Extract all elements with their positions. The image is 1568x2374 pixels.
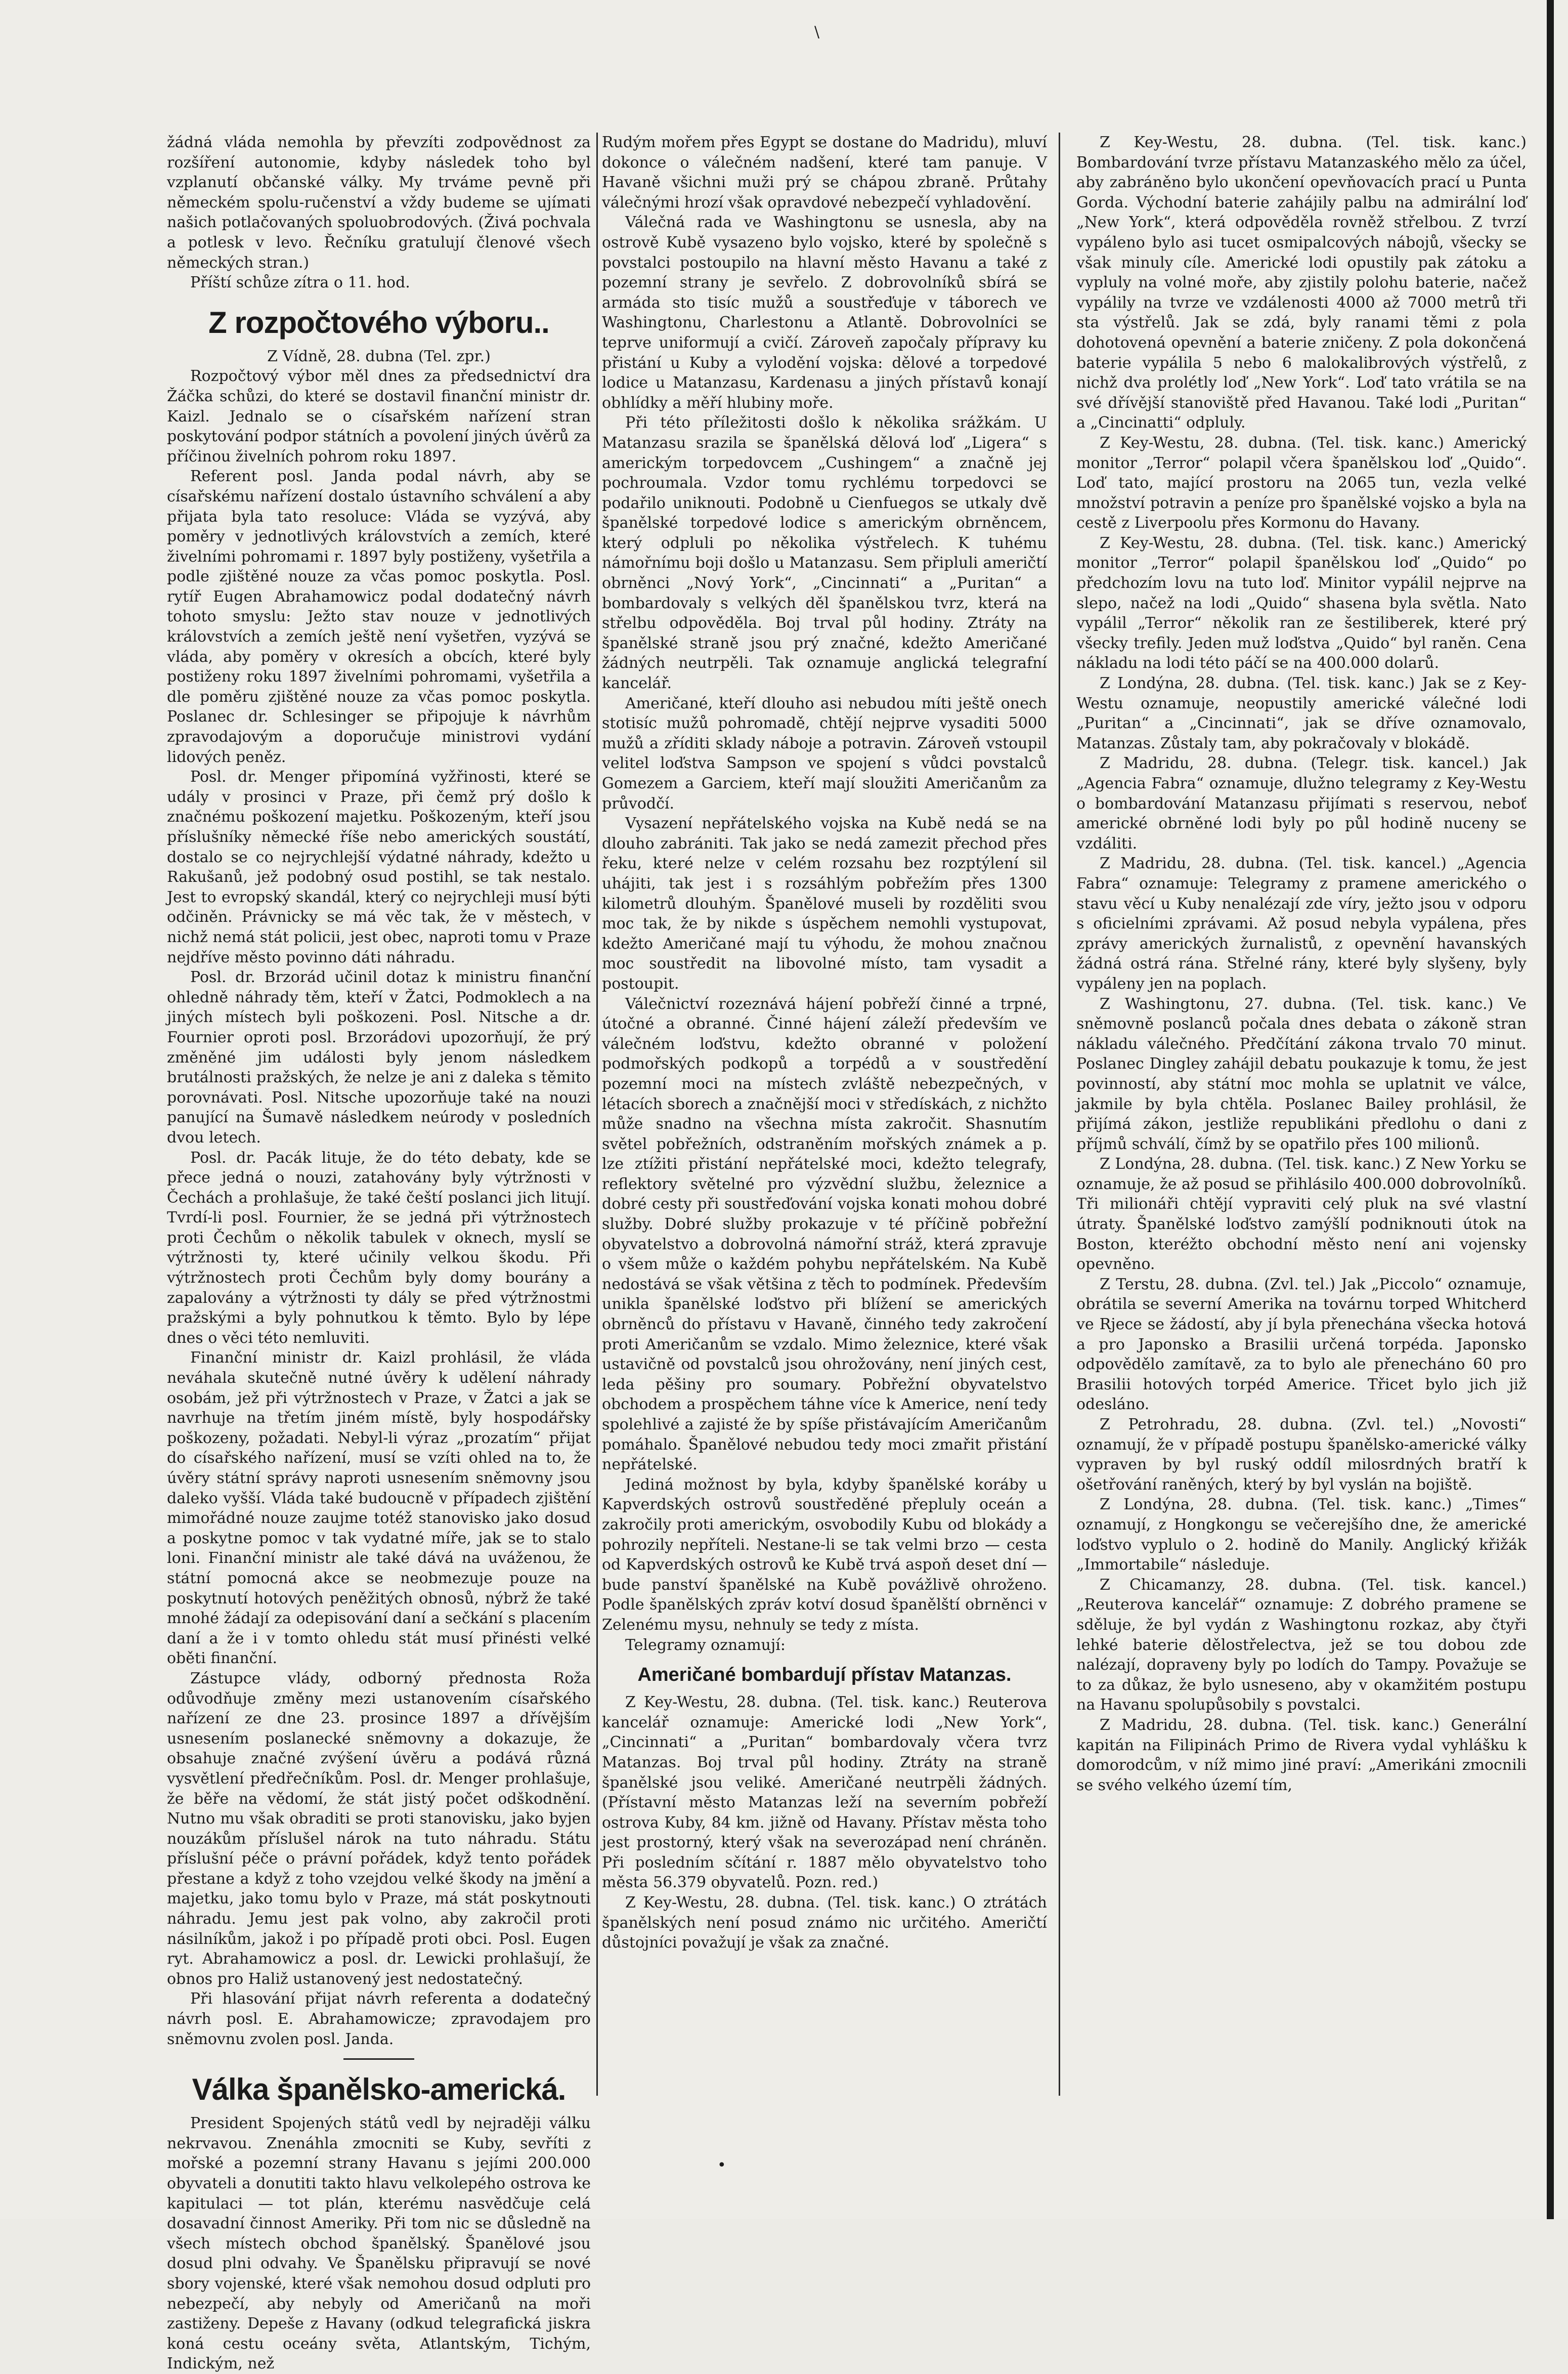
paragraph: Posl. dr. Menger připomíná vyžřinosti, které se udály v prosinci v Praze, při čemž prý došlo k značnému poškození majetku. Poškozeným, kteří jsou příslušníky německé říše nebo amerických soustátí, dostalo se co nejrychlejší výdatné náhrady, kdežto u Rakušanů, jež podobný osud postihl, se tak nestalo. Jest to evropský skandál, který co nejrychleji musí býti odčiněn. Právnicky se má věc tak, že v městech, v nichž nemá stát policii, jest obec, naproti tomu v Praze nejdříve město povinno dáti náhradu. — [167, 768, 591, 966]
article-subheading: Američané bombardují přístav Matanzas. — [637, 1664, 1012, 1686]
paragraph: Válečná rada ve Washingtonu se usnesla, aby na ostrově Kubě vysazeno bylo vojsko, které by společně s povstalci postoupilo na hlavní město Havanu a také z pozemní strany je sevřelo. Z dobrovolníků sbírá se armáda sto tisíc mužů a soustřeďuje v táborech ve Washingtonu, Charlestonu a Atlantě. Dobrovolníci se teprve uniformují a cvičí. Zároveň započaly přípravy ku přistání u Kuby a vylodění vojska: dělové a torpedové lodice u Matanzasu, Kardenasu a jiných přístavů konají obhlídky a měří hlubiny moře. — [602, 214, 1047, 412]
paragraph: Rudým mořem přes Egypt se dostane do Madridu), mluví dokonce o válečném nadšení, které tam panuje. V Havaně všichni muži prý se chápou zbraně. Průtahy válečnými hrozí však opravdové nebezpečí vyhladovění. — [602, 134, 1047, 211]
paragraph: Z Terstu, 28. dubna. (Zvl. tel.) Jak „Piccolo“ oznamuje, obrátila se severní Amerika na továrnu torped Whitcherd ve Rjece se žádostí, aby jí byla přenechána všecka hotová a pro Japonsko a Brasilii určená torpéda. Japonsko odpovědělo zamítavě, za to bylo ale přenecháno 60 pro Brasilii hotových torpéd Americe. Třicet bylo jich již odesláno. — [1076, 1275, 1527, 1414]
separator-rule — [343, 2058, 414, 2060]
column-divider — [596, 133, 598, 2096]
paragraph: Z Madridu, 28. dubna. (Telegr. tisk. kancel.) Jak „Agencia Fabra“ oznamuje, dlužno telegramy z Key-Westu o bombardování Matanzasu přijímati s reservou, neboť americké obrněné lodi byly po půl hodině nuceny se vzdáliti. — [1076, 754, 1527, 853]
paragraph: Z Key-Westu, 28. dubna. (Tel. tisk. kanc.) Reuterova kancelář oznamuje: Americké lodi „New York“, „Cincinnati“ a „Puritan“ bombardovaly včera tvrz Matanzas. Boj trval půl hodiny. Ztráty na straně španělské jsou veliké. Američané neutrpěli žádných. (Přístavní město Matanzas leží na severním pobřeží ostrova Kuby, 84 km. jižně od Havany. Přístav města toho jest prostorný, který však na severozápad není chráněn. Při posledním sčítání r. 1887 mělo obyvatelstvo toho města 56.379 obyvatelů. Pozn. red.) — [602, 1693, 1047, 1892]
paragraph: Z Madridu, 28. dubna. (Tel. tisk. kanc.) Generální kapitán na Filipinách Primo de Rivera vydal vyhlášku k domorodcům, v níž mimo jiné praví: „Amerikáni zmocnili se svého velkého území tím, — [1076, 1716, 1527, 1794]
column-1 — [167, 133, 591, 2373]
paragraph: Z Washingtonu, 27. dubna. (Tel. tisk. kanc.) Ve sněmovně poslanců počala dnes debata o zákoně stran nákladu válečného. Předčítání zákona trvalo 70 minut. Poslanec Dingley zahájil debatu poukazuje k tomu, že jest povinností, aby státní moc mohla se uplatnit ve válce, jakmile by byla chtěla. Poslanec Bailey prohlásil, že přijímá zákon, jestliže republikáni předlohu o dani z příjmů schválí, čímž by se opatřilo přes 100 milionů. — [1076, 995, 1527, 1153]
paragraph: Telegramy oznamují: — [625, 1636, 786, 1654]
paragraph: Z Londýna, 28. dubna. (Tel. tisk. kanc.) Z New Yorku se oznamuje, že až posud se přihlásilo 400.000 dobrovolníků. Tři milionáři chtějí vypraviti celý pluk na své vlastní útraty. Španělské loďstvo zamýšlí podniknouti útok na Boston, kteréžto obchodní město není ani vojensky opevněno. — [1076, 1155, 1527, 1274]
paragraph: Z Key-Westu, 28. dubna. (Tel. tisk. kanc.) O ztrátách španělských není posud známo nic určitého. Američtí důstojníci považují je však za značné. — [602, 1894, 1047, 1952]
article-heading: Z rozpočtového výboru.. — [208, 305, 549, 340]
paragraph: Referent posl. Janda podal návrh, aby se císařskému nařízení dostalo ústavního schválení a aby přijata byla tato resoluce: Vláda se vyzývá, aby poměry v jednotlivých královstvích a zemích, které živelními pohromami r. 1897 byly postiženy, vyšetřila a podle zjištěné nouze za včas pomoc poskytla. Posl. rytíř Eugen Abrahamowicz podal dodatečný návrh tohoto smyslu: Ježto stav nouze v jednotlivých královstvích a zemích ještě není vyšetřen, vyzývá se vláda, aby poměry v okresích a obcích, které byly postiženy roku 1897 živelními pohromami, vyšetřila a dle poměru zjištěné nouze za včas pomoc poskytla. Poslanec dr. Schlesinger se připojuje k návrhům zpravodajovým a doporučuje ministrovi vydání lidových peněz. — [167, 468, 591, 766]
paragraph: Při této příležitosti došlo k několika srážkám. U Matanzasu srazila se španělská dělová loď „Ligera“ s americkým torpedovcem „Cushingem“ a značně jej pochroumala. Vzdor tomu rychlému torpedovci se podařilo uniknouti. Podobně u Cienfuegos se utkaly dvě španělské torpedové lodice s americkým obrněncem, který odpluli po několika výstřelech. K tuhému námořnímu boji došlo u Matanzasu. Sem připluli američtí obrněnci „Nový York“, „Cincinnati“ a „Puritan“ a bombardovaly s velkých děl španělskou tvrz, která na střelbu odpověděla. Boj trval půl hodiny. Ztráty na španělské straně jsou prý značné, kdežto Američané žádných neutrpěli. Tak oznamuje anglická telegrafní kancelář. — [602, 414, 1047, 693]
paragraph: Rozpočtový výbor měl dnes za předsednictví dra Žáčka schůzi, do které se dostavil finanční ministr dr. Kaizl. Jednalo se o císařském nařízení stran poskytování podpor státních a povolení jiných úvěrů za příčinou živelních pohrom roku 1897. — [167, 367, 591, 465]
paragraph: Příští schůze zítra o 11. hod. — [190, 274, 410, 292]
column-3 — [1076, 133, 1527, 2207]
paragraph: Posl. dr. Pacák lituje, že do této debaty, kde se přece jedná o nouzi, zatahovány byly výtržnosti v Čechách a prohlašuje, že také čeští poslanci jich litují. Tvrdí-li posl. Fournier, že se jedná při výtržnostech proti Čechům o několik tabulek v oknech, myslí se výtržnosti ty, které učinily velkou škodu. Při výtržnostech proti Čechům byly domy bourány a zapalovány a výtržnosti ty dály se před výtržnostmi pražskými a byly pohnutkou k těmto. Bylo by lépe dnes o věci této nemluviti. — [167, 1149, 591, 1347]
paragraph: Jediná možnost by byla, kdyby španělské koráby u Kapverdských ostrovů soustředěné přepluly oceán a zakročily proti americkým, osvobodily Kubu od blokády a pohrozily nepříteli. Nestane-li se tak velmi brzo — cesta od Kapverdských ostrovů ke Kubě trvá aspoň deset dní — bude panství španělské na Kubě povážlivě ohroženo. Podle španělských zpráv kotví dosud španělští obrněnci v Zelenému mysu, nehnuly se tedy z místa. — [602, 1475, 1047, 1634]
article-heading: Válka španělsko-americká. — [192, 2072, 566, 2107]
paragraph: Z Key-Westu, 28. dubna. (Tel. tisk. kanc.) Americký monitor „Terror“ polapil včera španělskou loď „Quido“. Loď tato, mající prostoru na 2065 tun, vezla velké množství potravin a peníze pro španělské vojsko a byla na cestě z Liverpoolu přes Kormonu do Havany. — [1076, 434, 1527, 532]
paragraph: Z Chicamanzy, 28. dubna. (Tel. tisk. kancel.) „Reuterova kancelář“ oznamuje: Z dobrého pramene se sděluje, že byl vydán z Washingtonu rozkaz, aby čtyři lehké baterie dělostřelectva, jež se tou dobou zde nalézají, dopraveny byly po lodích do Tampy. Považuje se to za důkaz, že bylo usneseno, aby v okamžitém postupu na Havanu spolupůsobily s povstalci. — [1076, 1576, 1527, 1714]
paragraph: Válečnictví rozeznává hájení pobřeží činné a trpné, útočné a obranné. Činné hájení záleží především ve válečném loďstvu, kdežto obranné v položení podmořských podkopů a torpédů a v soustředění pozemní moci na místech zvláště nebezpečných, v létacích sborech a značnější moci v středískách, z nichžto může snadno na všechna místa zakročit. Shasnutím světel pobřežních, odstraněním mořských známek a p. lze ztížiti přistání nepřátelské moci, kdežto telegrafy, reflektory světelné pro výzvědní službu, železnice a dobré cesty při soustřeďování vojska konati mohou dobré služby. Dobré služby prokazuje v té příčině pobřežní obyvatelstvo a dobrovolná námořní stráž, která zpravuje o všem může o každém pohybu nepřátelském. Na Kubě nedostává se však většina z těch to podmínek. Především unikla španělské loďstvo při blížení se amerických obrněnců do přístavu v Havaně, činného tedy zakročení proti Američanům se vzdalo. Mimo železnice, které však ustavičně od povstalců jsou ohrožovány, není jiných cest, leda pěšiny pro soumary. Pobřežní obyvatelstvo obchodem a prospěchem táhne více k Americe, není tedy spolehlivé a zajisté že by spíše přistávajícím Američanům pomáhalo. Španělové nebudou tedy moci zmařit přistání nepřátelské. — [602, 995, 1047, 1474]
paragraph: Z Londýna, 28. dubna. (Tel. tisk. kanc.) „Times“ oznamují, z Hongkongu se večerejšího dne, že americké loďstvo vyplulo o 2. hodině do Manily. Anglický křižák „Immortabile“ následuje. — [1076, 1496, 1527, 1574]
paragraph: Zástupce vlády, odborný přednosta Roža odůvodňuje změny mezi ustanovením císařského nařízení ze dne 23. prosince 1897 a dřívějším usnesením poslanecké sněmovny a dokazuje, že obsahuje značné zvýšení úvěru a podává různá vysvětlení předřečníkům. Posl. dr. Menger prohlašuje, že běře na vědomí, že stát jistý počet odškodnění. Nutno mu však obraditi se proti stanovisku, jako byjen nouzákům příslušel nárok na tuto náhradu. Státu příslušní péče o právní pořádek, když tento pořádek přestane a když z toho vzejdou velké škody na jmění a majetku, jako tomu bylo v Praze, má stát poskytnouti náhradu. Jemu jest pak volno, aby zakročil proti násilníkům, jakož i po případě proti obci. Posl. Eugen ryt. Abrahamowicz a posl. dr. Lewicki prohlašují, že obnos pro Haliž ustanovený jest nedostatečný. — [167, 1669, 591, 1988]
page-mark: \ — [814, 23, 820, 41]
paragraph: Finanční ministr dr. Kaizl prohlásil, že vláda neváhala skutečně nutné úvěry k udělení náhrady osobám, jež při výtržnostech v Praze, v Žatci a jak se navrhuje na třetím jiném místě, byly hospodářsky poškozeny, požadati. Nebyl-li výraz „prozatím“ přijat do císařského nařízení, musí se vzíti ohled na to, že úvěry státní správy naproti usnesením sněmovny jsou daleko vyšší. Vláda také budoucně v případech zjištění mimořádné nouze zaujme totéž stanovisko jako dosud a poskytne pomoc v tak vydatné míře, jak se to stalo loni. Finanční ministr ale také dává na uváženou, že státní pomocná akce se neobmezuje pouze na poskytnutí hotových peněžitých obnosů, nýbrž že také mnohé žádají za odepisování daní a sečkání s placením daní a že i v tomto ohledu stát musí přinésti velké oběti finanční. — [167, 1349, 591, 1668]
paragraph: Posl. dr. Brzorád učinil dotaz k ministru finanční ohledně náhrady těm, kteří v Žatci, Podmoklech a na jiných místech byli poškozeni. Posl. Nitsche a dr. Fournier oproti posl. Brzorádovi upozorňují, že prý změněné jim události byly jenom následkem brutálnosti pražských, že nelze je ani z daleka s těmito porovnávati. Posl. Nitsche upozorňuje také na nouzi panující na Šumavě následkem neúrody v posledních dvou letech. — [167, 968, 591, 1147]
paragraph: Z Londýna, 28. dubna. (Tel. tisk. kanc.) Jak se z Key-Westu oznamuje, neopustily americké válečné lodi „Puritan“ a „Cincinnati“, jak se dříve oznamovalo, Matanzas. Zůstaly tam, aby pokračovaly v blokádě. — [1076, 674, 1527, 752]
print-mark: • — [717, 2156, 726, 2174]
dateline: Z Vídně, 28. dubna (Tel. zpr.) — [267, 347, 491, 365]
paragraph: Z Key-Westu, 28. dubna. (Tel. tisk. kanc.) Americký monitor „Terror“ polapil španělskou loď „Quido“ po předchozím lovu na tuto loď. Minitor vypálil nejprve na slepo, načež na lodi „Quido“ shasena byla světla. Nato vypálil „Terror“ několik ran ze šestiliberek, které prý všecky trefily. Jeden muž loďstva „Quido“ byl raněn. Cena nákladu na lodi této páčí se na 400.000 dolarů. — [1076, 534, 1527, 672]
paragraph: Američané, kteří dlouho asi nebudou míti ještě onech stotisíc mužů pohromadě, chtějí nejprve vysaditi 5000 mužů a zříditi sklady náboje a potravin. Zároveň vstoupil velitel loďstva Sampson ve spojení s vůdci povstalců Gomezem a Garciem, kteří mají sloužiti Američanům za průvodčí. — [602, 694, 1047, 813]
paragraph: Z Madridu, 28. dubna. (Tel. tisk. kancel.) „Agencia Fabra“ oznamuje: Telegramy z pramene amerického o stavu věcí u Kuby nenalézají zde víry, ježto jsou v odporu s oficielními zprávami. Až posud nebyla vypálena, přes zprávy amerických žurnalistů, z opevnění havanských žádná ostrá rána. Střelné rány, které byly slyšeny, byly vypáleny jen na poplach. — [1076, 855, 1527, 993]
paragraph: Z Petrohradu, 28. dubna. (Zvl. tel.) „Novosti“ oznamují, že v případě postupu španělsko-americké války vypraven by byl ruský oddíl milosrdných bratří k ošetřování raněných, který by byl vyslán na bojiště. — [1076, 1416, 1527, 1494]
paragraph: žádná vláda nemohla by převzíti zodpovědnost za rozšíření autonomie, kdyby následek toho byl vzplanutí občanské války. My trváme pevně při německém spolu-ručenství a vždy budeme se ujímati našich potlačovaných spoluobrodových. (Živá pochvala a potlesk v levo. Řečníku gratulují členové všech německých stran.) — [167, 134, 591, 272]
paragraph: President Spojených států vedl by nejraději válku nekrvavou. Znenáhla zmocniti se Kuby, sevříti z mořské a pozemní strany Havanu s jejími 200.000 obyvateli a donutiti takto hlavu velkolepého ostrova ke kapitulaci — tot plán, kterému nasvědčuje celá dosavadní činnost Ameriky. Při tom nic se důsledně na všech místech obchod španělský. Španělové jsou dosud plni odvahy. Ve Španělsku připravují se nové sbory vojenské, které však nemohou dosud odpluti pro nebezpečí, aby nebyly od Američanů na moři zastiženy. Depeše z Havany (odkud telegrafická jiskra koná cestu oceány světa, Atlantským, Tichým, Indickým, než — [167, 2114, 591, 2373]
page-edge-bar — [1547, 0, 1554, 2219]
column-divider — [1059, 133, 1060, 2096]
paragraph: Při hlasování přijat návrh referenta a dodatečný návrh posl. E. Abrahamowicze; zpravodajem pro sněmovnu zvolen posl. Janda. — [167, 1990, 591, 2048]
column-2 — [602, 133, 1047, 2207]
paragraph: Z Key-Westu, 28. dubna. (Tel. tisk. kanc.) Bombardování tvrze přístavu Matanzaského mělo za účel, aby zabráněno bylo ukončení opevňovacích prací u Punta Gorda. Východní baterie zahájily palbu na admirální loď „New York“, která odpověděla rovněž střelbou. Z tvrzí vypáleno bylo asi tucet osmipalcových nábojů, všecky se však minuly cíle. Americké lodi opustily pak zátoku a vypluly na volné moře, aby zjistily polohu baterie, načež vypálily na tvrze ve vzdálenosti 4000 až 7000 metrů tři sta výstřelů. Jak se zdá, byly ranami těmi z pola dohotovená opevnění a baterie zničeny. Z pola dokončená baterie vypálila 5 nebo 6 malokalibrových výstřelů, z nichž dva prolétly loď „New York“. Loď tato vrátila se na své dřívější stanoviště před Havanou. Také lodi „Puritan“ a „Cincinatti“ odpluly. — [1076, 134, 1527, 432]
paragraph: Vysazení nepřátelského vojska na Kubě nedá se na dlouho zabrániti. Tak jako se nedá zamezit přechod přes řeku, které nelze v celém rozsahu bez rozptýlení sil uhájiti, tak jest i s rozsáhlým pobřežím přes 1300 kilometrů dlouhým. Španělové museli by rozděliti svou moc tak, že by nikde s úspěchem nemohli vystupovat, kdežto Američané mají tu výhodu, že mohou značnou moc soustředit na libovolné místo, tam vysadit a postoupit. — [602, 815, 1047, 993]
